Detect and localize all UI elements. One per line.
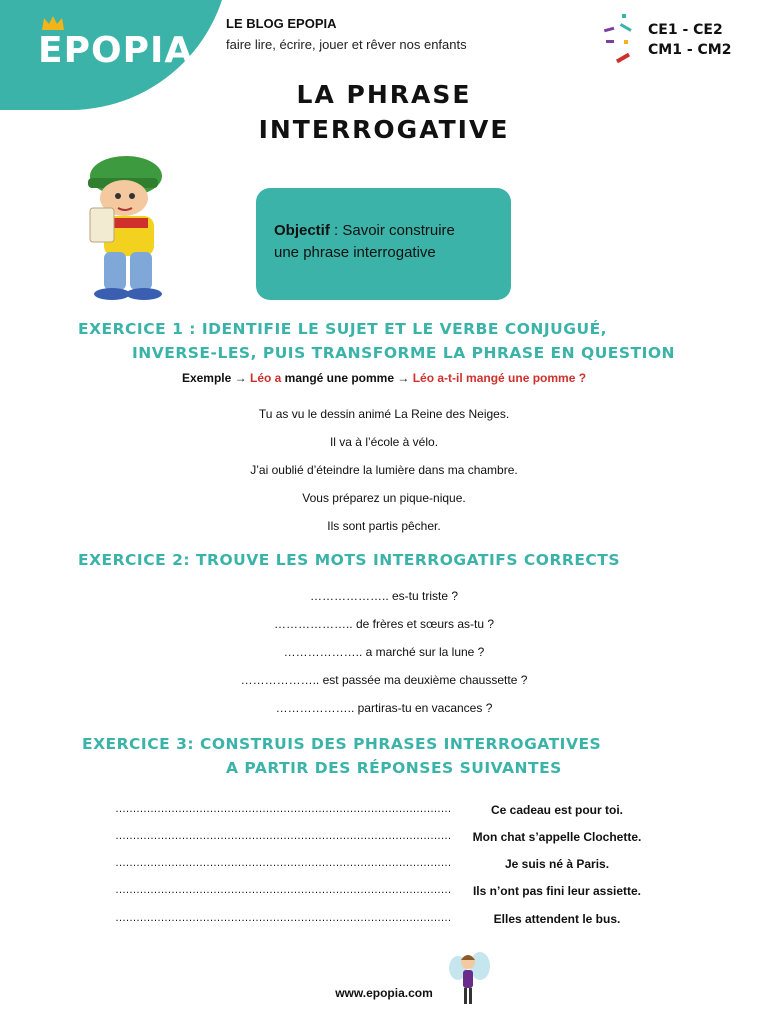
exercise-2-line: ……………….. partiras-tu en vacances ?: [275, 701, 493, 715]
level-ce: CE1 - CE2: [648, 22, 723, 38]
exercise-3-title-line-2: A PARTIR DES RÉPONSES SUIVANTES: [226, 759, 562, 777]
exercise-2-line: ……………….. es-tu triste ?: [309, 589, 459, 603]
page-title-line-1: LA PHRASE: [296, 80, 472, 109]
answer-blank-line: ……………………………………………………………………………………: [115, 830, 451, 842]
exercise-1-sentence: Ils sont partis pêcher.: [327, 519, 441, 533]
exercise-3-answer: Ce cadeau est pour toi.: [490, 803, 624, 817]
exercise-3-title-line-1: EXERCICE 3: CONSTRUIS DES PHRASES INTERROGATIVES: [82, 735, 602, 753]
answer-blank-line: ……………………………………………………………………………………: [115, 857, 451, 869]
objective-text-2: une phrase interrogative: [274, 244, 436, 261]
exercise-1-sentence: Tu as vu le dessin animé La Reine des Neiges.: [258, 407, 510, 421]
answer-blank-line: ……………………………………………………………………………………: [115, 803, 451, 815]
level-cm: CM1 - CM2: [648, 42, 732, 58]
example-answer: Léo a-t-il mangé une pomme ?: [412, 371, 587, 385]
exercise-3-answer: Je suis né à Paris.: [504, 857, 610, 871]
exercise-1-sentence: J’ai oublié d’éteindre la lumière dans ma chambre.: [250, 463, 518, 477]
exercise-1-title-line-2: INVERSE-LES, PUIS TRANSFORME LA PHRASE EN QUESTION: [132, 344, 676, 362]
example-middle: mangé une pomme →: [281, 371, 413, 385]
exercise-2-line: ……………….. de frères et sœurs as-tu ?: [273, 617, 495, 631]
blog-subtitle: faire lire, écrire, jouer et rêver nos enfants: [226, 37, 467, 52]
answer-blank-line: ……………………………………………………………………………………: [115, 884, 451, 896]
objective-box: [256, 188, 511, 300]
objective-text-1: : Savoir construire: [329, 222, 455, 239]
exercise-2-title: EXERCICE 2: TROUVE LES MOTS INTERROGATIFS CORRECTS: [78, 551, 621, 569]
exercise-1-sentence: Il va à l’école à vélo.: [329, 435, 439, 449]
blog-title: LE BLOG EPOPIA: [226, 16, 337, 31]
objective-label: Objectif: [274, 222, 330, 239]
answer-blank-line: ……………………………………………………………………………………: [115, 912, 451, 924]
exercise-2-line: ……………….. est passée ma deuxième chaussette ?: [240, 673, 528, 687]
footer-url[interactable]: www.epopia.com: [335, 986, 433, 1000]
page-title-line-2: INTERROGATIVE: [258, 115, 510, 144]
exercise-3-answer: Mon chat s’appelle Clochette.: [472, 830, 642, 844]
fairy-illustration: [446, 950, 492, 1010]
epopia-logo: EPOPIA: [38, 30, 194, 71]
grade-levels: [648, 20, 731, 60]
exercise-3-answer: Ils n’ont pas fini leur assiette.: [472, 884, 642, 898]
exercise-2-line: ……………….. a marché sur la lune ?: [283, 645, 485, 659]
exercise-1-title-line-1: EXERCICE 1 : IDENTIFIE LE SUJET ET LE VERBE CONJUGUÉ,: [78, 320, 608, 338]
exercise-3-answer: Elles attendent le bus.: [493, 912, 621, 926]
exercise-1-example: [0, 371, 768, 385]
example-subject: Léo a: [249, 371, 282, 385]
boy-reading-illustration: [78, 148, 188, 303]
example-label: Exemple →: [181, 371, 250, 385]
confetti-icon: [600, 12, 644, 68]
exercise-1-sentence: Vous préparez un pique-nique.: [302, 491, 466, 505]
objective-line-1: [274, 220, 495, 242]
